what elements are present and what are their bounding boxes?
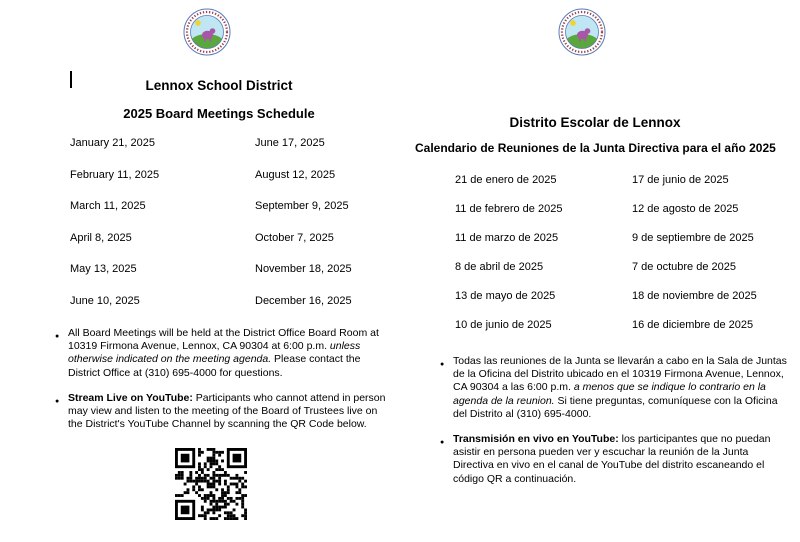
bullet-icon: ●: [55, 333, 60, 340]
meeting-date: 16 de diciembre de 2025: [632, 319, 754, 331]
meeting-date: 8 de abril de 2025: [455, 261, 544, 273]
meeting-date: June 10, 2025: [70, 294, 140, 307]
meeting-date: October 7, 2025: [255, 231, 334, 244]
meeting-date: February 11, 2025: [70, 168, 160, 181]
meeting-info-before: All Board Meetings will be held at the District Office Board Room at 10319 Firmona Avenue, Lennox, CA 90304 at 6:00 p.m.: [68, 327, 379, 353]
meeting-info-after: Si tiene preguntas, comuníquese con la Oficina del Distrito al (310) 695-4000.: [453, 394, 778, 420]
stream-info-body: los participantes que no puedan asistir en persona pueden ver y escuchar la reunión de la Junta Directiva en vivo en el canal de YouTube del distrito escaneando el código QR a continuación.: [453, 433, 771, 485]
stream-info-heading: Stream Live on YouTube:: [68, 391, 193, 404]
meeting-date: 12 de agosto de 2025: [632, 203, 739, 215]
meeting-date: May 13, 2025: [70, 263, 137, 275]
bullet-icon: ●: [440, 361, 445, 368]
meeting-info-italic: unless otherwise indicated on the meeting agenda.: [68, 340, 361, 366]
meeting-date: 11 de marzo de 2025: [455, 232, 559, 244]
spanish-stream-info-text: [453, 433, 790, 486]
sun-icon: [195, 20, 201, 26]
district-seal-logo: [558, 8, 606, 61]
sun-icon: [570, 20, 576, 26]
meeting-date: December 16, 2025: [255, 294, 352, 307]
spanish-bullet-list: [440, 355, 790, 486]
meeting-date: January 21, 2025: [70, 137, 156, 149]
english-dates-column-2: [255, 137, 352, 307]
spanish-stream-info-bullet: [440, 433, 790, 486]
meeting-date: June 17, 2025: [255, 137, 325, 149]
meeting-date: November 18, 2025: [255, 263, 352, 275]
meeting-date: March 11, 2025: [70, 200, 146, 212]
meeting-date: 9 de septiembre de 2025: [632, 232, 754, 244]
spanish-meeting-info-bullet: [440, 355, 790, 421]
meeting-info-before: Todas las reuniones de la Junta se llevarán a cabo en la Sala de Juntas de la Oficina del Distrito ubicado en el 10319 Firmona Avenue, Lennox, CA 90304 a las 6:00 p.m.: [453, 355, 787, 394]
meeting-date: 10 de junio de 2025: [455, 319, 552, 331]
english-page-title: Lennox School District: [145, 78, 293, 93]
spanish-page-title: Distrito Escolar de Lennox: [509, 115, 681, 130]
meeting-info-after: Please contact the District Office at (310) 695-4000 for questions.: [68, 353, 361, 379]
meeting-date: 13 de mayo de 2025: [455, 290, 556, 302]
meeting-date: September 9, 2025: [255, 200, 349, 212]
spanish-meeting-info-text: [453, 355, 790, 421]
spanish-dates-column-1: [455, 174, 562, 331]
qr-code: [175, 448, 247, 520]
english-stream-info-text: [68, 392, 390, 432]
spanish-dates-column-2: [632, 174, 757, 331]
english-meeting-info-text: [68, 327, 390, 380]
meeting-date: 11 de febrero de 2025: [455, 203, 563, 215]
english-stream-info-bullet: [55, 392, 390, 432]
stream-info-body: Participants who cannot attend in person may view and listen to the meeting of the Board of Trustees live on the District's YouTube Channel by scanning the QR Code below.: [68, 391, 386, 431]
english-meeting-info-bullet: [55, 327, 390, 380]
meeting-date: 18 de noviembre de 2025: [632, 290, 757, 302]
meeting-date: 21 de enero de 2025: [455, 174, 557, 186]
bullet-icon: ●: [440, 439, 445, 447]
english-dates-column-1: [70, 137, 159, 307]
english-bullet-list: [55, 327, 390, 431]
bullet-icon: ●: [55, 397, 60, 405]
meeting-info-italic: a menos que se indique lo contrario en la agenda de la reunion.: [453, 381, 766, 407]
meeting-date: 17 de junio de 2025: [632, 174, 729, 186]
stream-info-heading: Transmisión en vivo en YouTube:: [453, 433, 619, 446]
district-seal-logo: [183, 8, 231, 61]
english-page-subtitle: 2025 Board Meetings Schedule: [123, 106, 315, 121]
meeting-date: 7 de octubre de 2025: [632, 261, 736, 273]
spanish-page-subtitle: Calendario de Reuniones de la Junta Directiva para el año 2025: [415, 141, 776, 155]
meeting-date: August 12, 2025: [255, 168, 336, 181]
meeting-date: April 8, 2025: [70, 231, 132, 244]
